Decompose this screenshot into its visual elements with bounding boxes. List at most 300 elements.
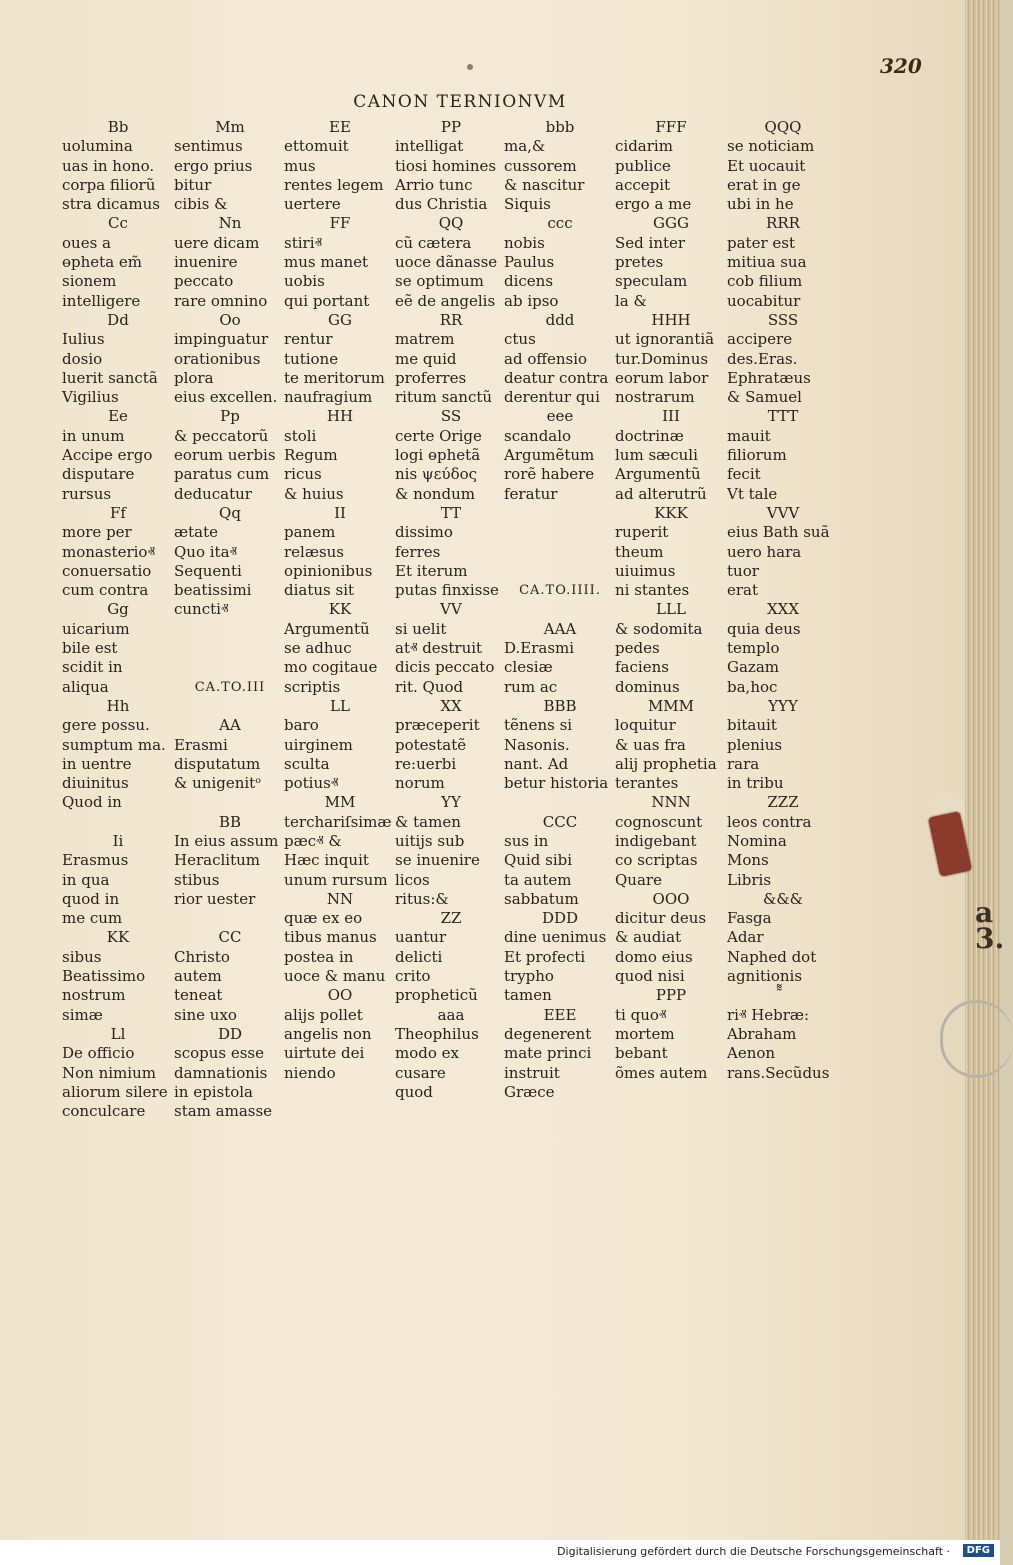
signature-mark: Gg <box>107 600 129 619</box>
signature-mark: Mm <box>215 118 245 136</box>
paper-clip <box>940 1000 1013 1078</box>
text-line: impinguatur <box>174 330 269 349</box>
text-line: Heraclitum <box>174 851 260 870</box>
signature-mark: BBB <box>543 696 577 715</box>
text-line: mauit <box>727 426 771 445</box>
text-line: leos contra <box>727 812 812 831</box>
signature-mark: QQ <box>438 214 464 233</box>
text-line: des.Eras. <box>727 349 798 368</box>
text-line: re:uerbi <box>395 754 457 773</box>
text-line: pæcⱏ & <box>284 831 342 850</box>
text-line: licos <box>395 870 430 889</box>
text-line: panem <box>284 523 336 542</box>
text-line: Argumẽtum <box>504 446 595 465</box>
text-line: Nasonis. <box>504 735 570 754</box>
signature-mark: CC <box>218 928 242 947</box>
text-line: & sodomita <box>615 619 703 638</box>
text-line: publice <box>615 156 671 175</box>
text-line: Et iterum <box>395 561 468 580</box>
signature-mark: VVV <box>766 503 800 522</box>
text-line: certe Orige <box>395 426 482 445</box>
text-line: rursus <box>62 484 112 503</box>
signature-mark: DDD <box>541 909 579 928</box>
text-line: me cum <box>62 909 123 928</box>
text-line: mo cogitaue <box>284 658 378 677</box>
text-line: Vigilius <box>62 388 119 407</box>
text-line: speculam <box>615 272 688 291</box>
text-line: Beatissimo <box>62 967 146 986</box>
text-line: Iulius <box>62 330 105 349</box>
text-line: disputare <box>62 465 135 484</box>
text-line: mus manet <box>284 253 369 272</box>
text-line: & tamen <box>395 812 461 831</box>
signature-mark: DD <box>217 1024 243 1043</box>
signature-mark: GG <box>328 310 352 329</box>
text-line: bitur <box>174 175 212 194</box>
signature-mark: YYY <box>768 696 798 715</box>
signature-mark: PP <box>440 118 462 136</box>
text-line: rior uester <box>174 889 256 908</box>
signature-mark: XX <box>440 696 462 715</box>
signature-mark: KK <box>328 600 352 619</box>
text-line: rorẽ habere <box>504 465 595 484</box>
text-line: postea in <box>284 947 354 966</box>
text-line: Abraham <box>727 1024 797 1043</box>
text-line: bitauit <box>727 716 777 735</box>
folio-number: 320 <box>880 54 922 78</box>
text-line: tur.Dominus <box>615 349 709 368</box>
text-line: sine uxo <box>174 1005 237 1024</box>
text-line: ta autem <box>504 870 572 889</box>
text-line: ma,& <box>504 137 546 156</box>
text-line: stibus <box>174 870 220 889</box>
text-line: potestatẽ <box>395 735 467 754</box>
text-line: Quare <box>615 870 662 889</box>
text-line: inuenire <box>174 253 238 272</box>
footer-bar <box>0 1540 1000 1565</box>
dfg-logo: DFG <box>963 1544 994 1557</box>
text-line: sionem <box>62 272 117 291</box>
signature-mark: II <box>334 503 346 522</box>
text-line: ab ipso <box>504 291 559 310</box>
text-line: sabbatum <box>504 889 579 908</box>
text-line: eorum uerbis <box>174 446 276 465</box>
text-line: cusare <box>395 1063 446 1082</box>
text-line: Vt tale <box>727 484 778 503</box>
text-line: Argumentũ <box>615 465 701 484</box>
text-line <box>504 543 616 562</box>
text-line: lum sæculi <box>615 446 698 465</box>
text-line: uoce & manu <box>284 967 386 986</box>
signature-mark: III <box>662 407 680 426</box>
signature-mark: EEE <box>543 1005 577 1024</box>
signature-mark: aaa <box>437 1005 465 1024</box>
signature-mark: Dd <box>107 310 129 329</box>
text-line: sculta <box>284 754 330 773</box>
column-5 <box>504 118 616 1102</box>
text-line: uantur <box>395 928 447 947</box>
text-line: cussorem <box>504 156 577 175</box>
text-line: opinionibus <box>284 561 373 580</box>
text-line: tẽnens si <box>504 716 573 735</box>
text-line: qui portant <box>284 291 370 310</box>
text-line <box>174 658 286 677</box>
text-line: & unigenitᵒ <box>174 774 261 793</box>
signature-mark: ddd <box>545 310 575 329</box>
text-line <box>504 562 616 581</box>
text-line: terantes <box>615 774 679 793</box>
signature-mark: RR <box>439 310 463 329</box>
text-line: feratur <box>504 484 558 503</box>
text-line: beatissimi <box>174 581 252 600</box>
text-line: tiosi homines <box>395 156 497 175</box>
text-line: naufragium <box>284 388 373 407</box>
text-line: Quod in <box>62 793 122 812</box>
text-line: stam amasse <box>174 1102 273 1121</box>
footer-credit: Digitalisierung gefördert durch die Deutsche Forschungsgemeinschaft · <box>557 1545 950 1558</box>
section-heading: CA.TO.IIII. <box>519 583 601 599</box>
signature-mark: KK <box>106 928 130 947</box>
text-line: potiusⱏ <box>284 774 339 793</box>
text-line: betur historia <box>504 774 609 793</box>
signature-mark: AA <box>219 716 241 735</box>
text-line <box>504 793 616 812</box>
signature-mark: BB <box>218 812 242 831</box>
text-line: rans.Secũdus <box>727 1063 830 1082</box>
text-line: Gazam <box>727 658 779 677</box>
text-line: ɵpheta em̃ <box>62 253 143 272</box>
column-4 <box>395 118 507 1102</box>
text-line: intelligat <box>395 137 464 156</box>
signature-mark: NNN <box>651 793 691 812</box>
text-line: stiriⱏ <box>284 233 322 252</box>
text-line: angelis non <box>284 1024 372 1043</box>
signature-mark: TTT <box>767 407 799 426</box>
signature-mark: TT <box>440 503 462 522</box>
text-line: quia deus <box>727 619 801 638</box>
text-line: fecit <box>727 465 761 484</box>
text-line: luerit sanctã <box>62 368 158 387</box>
text-line: se inuenire <box>395 851 480 870</box>
text-line: ubi in he <box>727 195 794 214</box>
text-line: dine uenimus <box>504 928 607 947</box>
signature-mark: CCC <box>542 812 578 831</box>
text-line <box>174 639 286 658</box>
text-line: dissimo <box>395 523 453 542</box>
text-line: & nascitur <box>504 175 585 194</box>
text-line: tuor <box>727 561 759 580</box>
text-line: sibus <box>62 947 102 966</box>
text-line: cibis & <box>174 195 228 214</box>
signature-mark: bbb <box>545 118 575 136</box>
text-line: ferres <box>395 542 441 561</box>
text-line <box>174 697 286 716</box>
text-line: alij prophetia <box>615 754 717 773</box>
text-line: monasterioⱏ <box>62 542 155 561</box>
text-line: quod nisi <box>615 967 685 986</box>
signature-mark: HHH <box>651 310 691 329</box>
signature-mark: KKK <box>654 503 688 522</box>
text-line: uas in hono. <box>62 156 155 175</box>
text-line: conculcare <box>62 1102 146 1121</box>
text-line: degenerent <box>504 1024 592 1043</box>
text-line: corpa filiorũ <box>62 175 156 194</box>
signature-mark: Hh <box>106 696 130 715</box>
text-line: ricus <box>284 465 322 484</box>
text-line: relæsus <box>284 542 344 561</box>
column-7 <box>727 118 839 1083</box>
text-line: ætate <box>174 523 218 542</box>
text-line: & audiat <box>615 928 682 947</box>
text-line: uiuimus <box>615 561 676 580</box>
text-line: sentimus <box>174 137 243 156</box>
text-line: si uelit <box>395 619 447 638</box>
signature-mark <box>727 986 839 1005</box>
text-line: pretes <box>615 253 664 272</box>
text-line: & peccatorũ <box>174 426 269 445</box>
text-line: quod <box>395 1082 433 1101</box>
text-line: templo <box>727 639 780 658</box>
signature-mark: MM <box>324 793 356 812</box>
text-line: dicitur deus <box>615 909 707 928</box>
text-line: eẽ de angelis <box>395 291 496 310</box>
text-line: matrem <box>395 330 455 349</box>
text-line: uero hara <box>727 542 802 561</box>
signature-mark: RRR <box>766 214 800 233</box>
text-line: dicis peccato <box>395 658 495 677</box>
text-line: dominus <box>615 677 680 696</box>
text-line: Quid sibi <box>504 851 573 870</box>
text-line: uitijs sub <box>395 831 465 850</box>
text-line <box>504 600 616 619</box>
text-line <box>504 504 616 523</box>
column-1 <box>62 118 174 1121</box>
text-line: Nomina <box>727 831 787 850</box>
text-line: & nondum <box>395 484 475 503</box>
text-line: & uas fra <box>615 735 686 754</box>
text-line <box>174 620 286 639</box>
text-line: cum contra <box>62 581 149 600</box>
text-line: tibus manus <box>284 928 377 947</box>
text-line: Siquis <box>504 195 551 214</box>
text-line: logi ɵphetã <box>395 446 481 465</box>
text-line: deatur contra <box>504 368 609 387</box>
text-line: nant. Ad <box>504 754 569 773</box>
text-line: Aenon <box>727 1044 776 1063</box>
signature-mark: Ff <box>110 503 126 522</box>
text-line: proferres <box>395 368 467 387</box>
signature-mark: Oo <box>219 310 241 329</box>
column-2 <box>174 118 286 1121</box>
signature-mark: ccc <box>547 214 573 233</box>
text-line: me quid <box>395 349 457 368</box>
text-line: sus in <box>504 831 549 850</box>
text-line: Argumentũ <box>284 619 370 638</box>
text-line: Erasmi <box>174 735 228 754</box>
text-line: doctrinæ <box>615 426 684 445</box>
text-line: bebant <box>615 1044 668 1063</box>
text-line: baro <box>284 716 319 735</box>
text-line: ergo a me <box>615 195 692 214</box>
text-line: nostrarum <box>615 388 695 407</box>
text-line: Quo itaⱏ <box>174 542 237 561</box>
text-line: riⱏ Hebræ: <box>727 1005 810 1024</box>
signature-mark: ZZZ <box>767 793 799 812</box>
signature-mark: SSS <box>767 310 799 329</box>
text-line: Christo <box>174 947 230 966</box>
text-line: filiorum <box>727 446 787 465</box>
text-line <box>174 793 286 812</box>
text-line: cognoscunt <box>615 812 703 831</box>
text-line: Græce <box>504 1082 555 1101</box>
text-line: ruperit <box>615 523 669 542</box>
text-line: derentur qui <box>504 388 600 407</box>
text-line: scriptis <box>284 677 341 696</box>
text-line: in epistola <box>174 1082 253 1101</box>
book-edge <box>965 0 1005 1540</box>
text-line: stra dicamus <box>62 195 160 214</box>
text-line: uicarium <box>62 619 130 638</box>
text-line: dosio <box>62 349 103 368</box>
signature-mark: Ee <box>108 407 128 426</box>
text-line: niendo <box>284 1063 336 1082</box>
text-line: mate princi <box>504 1044 592 1063</box>
text-line: accepit <box>615 175 671 194</box>
text-line: dicens <box>504 272 554 291</box>
signature-mark: &&& <box>762 889 804 908</box>
text-line: propheticũ <box>395 986 478 1005</box>
text-line: cũ cætera <box>395 233 472 252</box>
text-line: terchariſsimæ <box>284 812 392 831</box>
text-line: agnitionis <box>727 967 803 986</box>
text-line: nostrum <box>62 986 126 1005</box>
text-line: in unum <box>62 426 125 445</box>
text-line: plenius <box>727 735 783 754</box>
signature-mark: AAA <box>543 619 577 638</box>
text-line: more per <box>62 523 132 542</box>
text-line: Adar <box>727 928 764 947</box>
text-line: ni stantes <box>615 581 690 600</box>
text-line: conuersatio <box>62 561 152 580</box>
text-line: Erasmus <box>62 851 129 870</box>
text-line: In eius assum <box>174 831 279 850</box>
signature-mark: XXX <box>766 600 800 619</box>
text-line: instruit <box>504 1063 560 1082</box>
text-line: aliorum silere <box>62 1082 168 1101</box>
text-line: paratus cum <box>174 465 270 484</box>
text-line: teneat <box>174 986 223 1005</box>
page-title: CANON TERNIONVM <box>353 92 567 112</box>
column-6 <box>615 118 727 1083</box>
canon-columns <box>62 118 832 1128</box>
text-line: mitiua sua <box>727 253 807 272</box>
text-line: uere dicam <box>174 233 260 252</box>
text-line: theum <box>615 542 664 561</box>
signature-mark: EE <box>329 118 351 136</box>
text-line: dus Christia <box>395 195 488 214</box>
signature-mark: HH <box>326 407 354 426</box>
text-line: se optimum <box>395 272 484 291</box>
text-line: damnationis <box>174 1063 268 1082</box>
text-line: ad offensio <box>504 349 588 368</box>
text-line: Regum <box>284 446 338 465</box>
text-line: sumptum ma. <box>62 735 166 754</box>
text-line: unum rursum <box>284 870 388 889</box>
text-line: peccato <box>174 272 234 291</box>
text-line: rit. Quod <box>395 677 464 696</box>
text-line: rare omnino <box>174 291 268 310</box>
text-line: simæ <box>62 1005 103 1024</box>
text-line <box>174 909 286 928</box>
text-line: trypho <box>504 967 554 986</box>
text-line: uolumina <box>62 137 133 156</box>
signature-mark: GGG <box>653 214 689 233</box>
adjacent-page-text: a 3. <box>975 896 1005 955</box>
text-line <box>62 813 174 832</box>
text-line: plora <box>174 368 214 387</box>
text-line: tamen <box>504 986 552 1005</box>
text-line: rum ac <box>504 677 558 696</box>
text-line: Arrio tunc <box>395 175 473 194</box>
text-line: Paulus <box>504 253 555 272</box>
text-line: crito <box>395 967 431 986</box>
text-line: eorum labor <box>615 368 709 387</box>
text-line: se adhuc <box>284 639 352 658</box>
text-line: Ephratæus <box>727 368 811 387</box>
text-line: rara <box>727 754 760 773</box>
text-line: & huius <box>284 484 344 503</box>
text-line: Sed inter <box>615 233 686 252</box>
text-line: scandalo <box>504 426 572 445</box>
text-line: Sequenti <box>174 561 242 580</box>
text-line: bile est <box>62 639 118 658</box>
signature-mark: OOO <box>652 889 690 908</box>
text-line: autem <box>174 967 222 986</box>
text-line: Fasga <box>727 909 772 928</box>
text-line: ritum sanctũ <box>395 388 493 407</box>
text-line: Theophilus <box>395 1024 479 1043</box>
text-line: domo eius <box>615 947 693 966</box>
signature-mark: Ll <box>110 1024 126 1043</box>
text-line: deducatur <box>174 484 252 503</box>
text-line: tutione <box>284 349 339 368</box>
text-line: diatus sit <box>284 581 355 600</box>
signature-mark: SS <box>440 407 462 426</box>
signature-mark: eee <box>546 407 574 426</box>
signature-mark: Pp <box>220 407 240 426</box>
signature-mark: YY <box>441 793 461 812</box>
text-line: quod in <box>62 889 120 908</box>
text-line: se noticiam <box>727 137 815 156</box>
text-line: uirtute dei <box>284 1044 365 1063</box>
signature-mark: QQQ <box>764 118 802 136</box>
text-line: erat in ge <box>727 175 801 194</box>
text-line: aliqua <box>62 677 109 696</box>
text-line: erat <box>727 581 759 600</box>
text-line: quæ ex eo <box>284 909 363 928</box>
text-line: Hæc inquit <box>284 851 369 870</box>
page-dot <box>467 64 473 70</box>
text-line: rentes legem <box>284 175 384 194</box>
text-line: diuinitus <box>62 774 129 793</box>
text-line: ritus:& <box>395 889 449 908</box>
text-line: uirginem <box>284 735 353 754</box>
text-line: indigebant <box>615 831 697 850</box>
text-line: Mons <box>727 851 769 870</box>
text-line: in tribu <box>727 774 784 793</box>
text-line: nobis <box>504 233 545 252</box>
text-line: uoce dãnasse <box>395 253 498 272</box>
